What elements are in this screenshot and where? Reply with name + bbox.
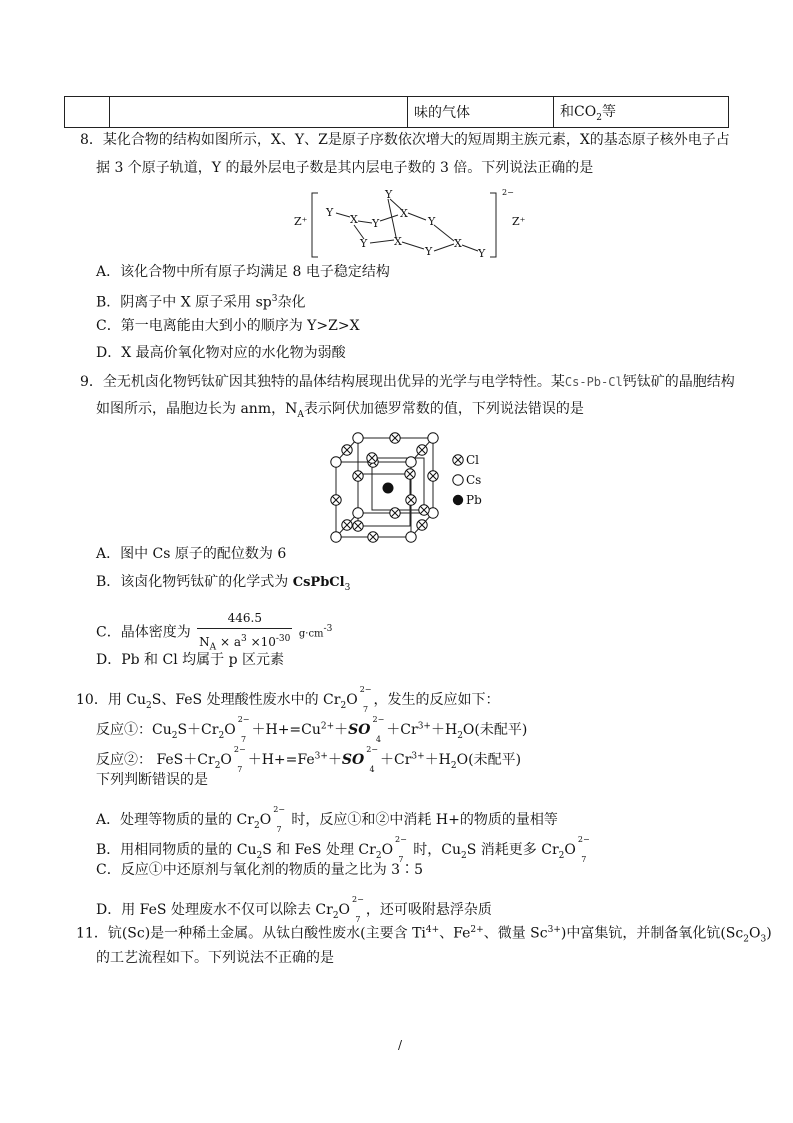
q8-stem-line1: 8．某化合物的结构如图所示，X、Y、Z是原子序数依次增大的短周期主族元素，X的基态原子核外电子占 xyxy=(80,132,730,148)
density-fraction: $\frac{446.5}{N_A \times a^3 \times 10^{-30}}$ xyxy=(197,608,292,657)
page-number: / xyxy=(398,1038,403,1052)
cs-atom xyxy=(406,532,416,542)
cation-right: Z⁺ xyxy=(512,215,526,228)
cl-atom xyxy=(331,495,341,505)
q9-stem-line2: 如图所示，晶胞边长为 anm，$N_A$表示阿伏加德罗常数的值，下列说法错误的是 xyxy=(96,401,584,420)
table-row xyxy=(65,97,729,128)
cl-atom xyxy=(405,469,415,479)
legend-cl: Cl xyxy=(466,453,480,467)
legend-cs: Cs xyxy=(466,473,482,487)
cs-atom xyxy=(428,433,438,443)
right-bracket xyxy=(490,193,496,257)
cl-atom xyxy=(406,495,416,505)
atom-x: X xyxy=(394,235,402,248)
cs-atom xyxy=(331,457,341,467)
atom-x: X xyxy=(400,207,408,220)
q10-reaction-1: 反应①：$Cu_2S+Cr_2O2-$ $7+H+=Cu^{2+}+SO2-$ $4+Cr^{3+}+H_2O$(未配平) xyxy=(96,715,528,744)
legend-pb-marker xyxy=(453,495,463,505)
cl-atom xyxy=(390,508,400,518)
cl-atom xyxy=(417,520,427,530)
atom-x: X xyxy=(350,213,358,226)
atom-y: Y xyxy=(425,245,433,258)
legend-pb: Pb xyxy=(466,493,482,507)
q9-option-d: D．Pb 和 Cl 均属于 p 区元素 xyxy=(96,652,285,668)
pb-atom xyxy=(383,483,394,494)
atom-y: Y xyxy=(372,217,380,230)
anion-charge: 2− xyxy=(502,188,514,197)
cl-atom xyxy=(342,445,352,455)
atom-y: Y xyxy=(326,206,334,219)
table-cell: 和$CO_2$等 xyxy=(554,97,729,128)
q11-stem-line1: 11．钪(Sc)是一种稀土金属。从钛白酸性废水(主要含 $Ti^{4+}$、$Fe^{2+}$、微量 $Sc^{3+}$)中富集钪，并制备氧化钪$(Sc_2O_3)$ xyxy=(76,925,772,945)
table-cell xyxy=(65,97,110,128)
cation-left: Z⁺ xyxy=(294,215,308,228)
q9-stem-line1: 9．全无机卤化物钙钛矿因其独特的晶体结构展现出优异的光学与电学特性。某Cs-Pb-Cl钙钛矿的晶胞结构 xyxy=(80,374,735,390)
previous-question-table xyxy=(64,96,729,128)
cs-atom xyxy=(353,508,363,518)
cl-atom xyxy=(353,471,363,481)
atom-x: X xyxy=(454,237,462,250)
cl-atom xyxy=(419,505,429,515)
atom-y: Y xyxy=(360,237,368,250)
q8-option-b: B．阴离子中 X 原子采用 $sp^3$杂化 xyxy=(96,294,306,311)
cl-atom xyxy=(428,471,438,481)
q9-unit-cell-diagram xyxy=(328,430,488,546)
q10-stem: 10．用 $Cu_2S$、FeS 处理酸性废水中的 $Cr_2O2-$ 7，发生的反应如下： xyxy=(76,685,500,714)
cl-atom xyxy=(368,532,378,542)
cs-atom xyxy=(353,433,363,443)
q8-stem-line2: 据 3 个原子轨道，Y 的最外层电子数是其内层电子数的 3 倍。下列说法正确的是 xyxy=(96,160,594,176)
cl-atom xyxy=(367,453,377,463)
cl-atom xyxy=(390,433,400,443)
table-cell xyxy=(110,97,408,128)
q10-reaction-2: 反应②： $FeS+Cr_2O2-$ $7+H+=Fe^{3+}+SO2-$ $4+Cr^{3+}+H_2O$(未配平) xyxy=(96,745,522,774)
q8-structure-diagram xyxy=(290,185,530,265)
q9-option-b: B．该卤化物钙钛矿的化学式为 CsPbCl$_3$ xyxy=(96,574,351,593)
cs-atom xyxy=(331,532,341,542)
legend-cs-marker xyxy=(453,475,463,485)
q9-option-a: A．图中 Cs 原子的配位数为 6 xyxy=(96,546,287,562)
q8-option-d: D．X 最高价氧化物对应的水化物为弱酸 xyxy=(96,345,346,361)
left-bracket xyxy=(312,193,318,257)
atom-y: Y xyxy=(428,215,436,228)
cl-atom xyxy=(417,445,427,455)
q10-option-b: B．用相同物质的量的 $Cu_2S$ 和 FeS 处理 $Cr_2O2-$ 7 时，$Cu_2S$ 消耗更多 $Cr_2O2-$ 7 xyxy=(96,835,590,864)
q8-option-c: C．第一电离能由大到小的顺序为 Y>Z>X xyxy=(96,318,360,334)
cl-atom xyxy=(342,520,352,530)
legend-cl-marker xyxy=(453,455,463,465)
cs-atom xyxy=(406,457,416,467)
q8-option-a: A．该化合物中所有原子均满足 8 电子稳定结构 xyxy=(96,264,390,280)
table-cell: 味的气体 xyxy=(408,97,554,128)
q10-judge: 下列判断错误的是 xyxy=(96,772,208,788)
atom-y: Y xyxy=(478,247,486,260)
q10-option-a: A．处理等物质的量的 $Cr_2O2-$ 7 时，反应①和②中消耗 H+的物质的量相等 xyxy=(96,805,558,834)
q10-option-d: D．用 FeS 处理废水不仅可以除去 $Cr_2O2-$ 7，还可吸附悬浮杂质 xyxy=(96,895,492,924)
q10-option-c: C．反应①中还原剂与氧化剂的物质的量之比为 3∶5 xyxy=(96,862,423,878)
q9-option-c: C．晶体密度为 $\frac{446.5}{N_A \times a^3 \times 10^{-30}}$ $g\cdot cm^{-3}$ xyxy=(96,608,332,657)
cl-atom xyxy=(353,521,363,531)
atom-y: Y xyxy=(385,188,393,201)
q11-stem-line2: 的工艺流程如下。下列说法不正确的是 xyxy=(96,950,334,966)
